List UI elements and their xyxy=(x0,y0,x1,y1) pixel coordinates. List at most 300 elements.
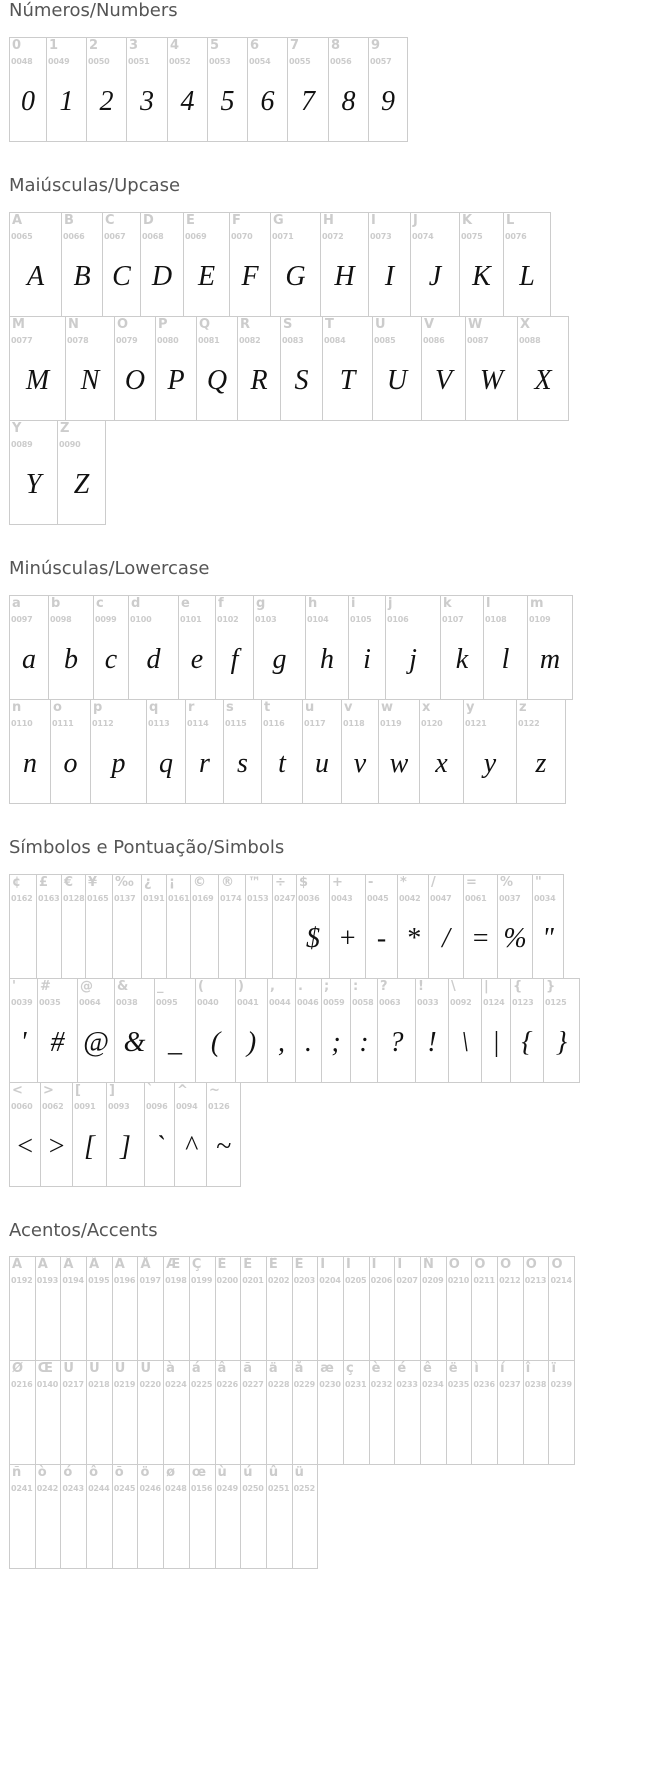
cell-character: ? xyxy=(380,979,388,994)
cell-code: 0087 xyxy=(467,336,489,345)
glyph-cell xyxy=(141,874,167,979)
cell-character: ò xyxy=(37,1465,47,1480)
cell-glyph-preview: ? xyxy=(389,1027,404,1058)
cell-glyph-preview: Y xyxy=(25,469,42,500)
cell-glyph-preview: S xyxy=(294,365,309,396)
cell-glyph-preview: B xyxy=(73,261,91,292)
cell-code: 0206 xyxy=(370,1276,393,1285)
glyph-cell xyxy=(305,595,349,700)
cell-character: $ xyxy=(299,875,309,890)
cell-code: 0054 xyxy=(249,57,271,66)
cell-character: , xyxy=(270,979,275,994)
cell-character: 8 xyxy=(331,38,341,53)
glyph-cell xyxy=(341,699,379,804)
cell-code: 0103 xyxy=(255,615,277,624)
cell-character: € xyxy=(64,875,74,890)
cell-glyph-preview: ( xyxy=(210,1027,221,1058)
cell-code: 0093 xyxy=(108,1102,130,1111)
cell-character: Ï xyxy=(397,1257,403,1272)
cell-code: 0040 xyxy=(197,998,219,1007)
cell-code: 0124 xyxy=(483,998,505,1007)
cell-character: í xyxy=(500,1361,505,1376)
cell-glyph-preview: ; xyxy=(331,1027,341,1058)
cell-code: 0242 xyxy=(36,1484,59,1493)
glyph-cell xyxy=(385,595,441,700)
cell-glyph-preview: t xyxy=(278,748,286,779)
cell-code: 0092 xyxy=(450,998,472,1007)
cell-code: 0053 xyxy=(209,57,231,66)
glyph-row xyxy=(9,978,579,1082)
section-title: Acentos/Accents xyxy=(9,1220,158,1241)
cell-glyph-preview: f xyxy=(230,644,239,675)
glyph-cell xyxy=(90,699,147,804)
cell-code: 0122 xyxy=(518,719,540,728)
glyph-cell xyxy=(112,1360,139,1465)
glyph-cell xyxy=(532,874,564,979)
cell-character: ¥ xyxy=(88,875,98,890)
glyph-cell xyxy=(440,595,484,700)
cell-code: 0070 xyxy=(231,232,253,241)
cell-character: W xyxy=(468,317,483,332)
cell-character: ù xyxy=(217,1465,227,1480)
cell-code: 0211 xyxy=(473,1276,495,1285)
glyph-cell xyxy=(215,595,254,700)
cell-character: õ xyxy=(114,1465,124,1480)
cell-code: 0113 xyxy=(148,719,170,728)
cell-character: 5 xyxy=(210,38,220,53)
cell-character: U xyxy=(375,317,386,332)
cell-code: 0082 xyxy=(239,336,261,345)
cell-glyph-preview: c xyxy=(104,644,118,675)
cell-character: ^ xyxy=(177,1083,188,1098)
cell-code: 0196 xyxy=(113,1276,136,1285)
glyph-cell xyxy=(463,874,498,979)
cell-code: 0052 xyxy=(169,57,191,66)
cell-glyph-preview: / xyxy=(442,923,450,954)
cell-code: 0251 xyxy=(267,1484,290,1493)
cell-character: j xyxy=(388,596,393,611)
glyph-row xyxy=(9,1360,574,1464)
glyph-cell xyxy=(481,978,511,1083)
glyph-cell xyxy=(61,874,86,979)
glyph-cell xyxy=(9,1082,41,1187)
cell-code: 0048 xyxy=(11,57,33,66)
cell-glyph-preview: q xyxy=(159,748,173,779)
cell-code: 0035 xyxy=(39,998,61,1007)
cell-character: . xyxy=(298,979,303,994)
cell-character: [ xyxy=(75,1083,81,1098)
cell-character: Ä xyxy=(114,1257,125,1272)
glyph-cell xyxy=(154,978,196,1083)
glyph-cell xyxy=(9,420,58,525)
glyph-cell xyxy=(195,978,236,1083)
glyph-cell xyxy=(287,37,329,142)
glyph-cell xyxy=(215,1360,242,1465)
glyph-cell xyxy=(497,1360,524,1465)
glyph-cell xyxy=(394,1360,421,1465)
cell-character: g xyxy=(256,596,266,611)
cell-code: 0209 xyxy=(422,1276,444,1285)
glyph-cell xyxy=(40,1082,73,1187)
glyph-cell xyxy=(448,978,482,1083)
glyph-cell xyxy=(415,978,449,1083)
cell-character: R xyxy=(240,317,251,332)
glyph-grid xyxy=(9,874,579,1186)
cell-glyph-preview: O xyxy=(124,365,146,396)
cell-code: 0153 xyxy=(247,894,269,903)
cell-code: 0115 xyxy=(225,719,247,728)
cell-code: 0192 xyxy=(11,1276,33,1285)
glyph-row xyxy=(9,874,579,978)
cell-code: 0128 xyxy=(63,894,85,903)
cell-code: 0067 xyxy=(104,232,126,241)
cell-code: 0062 xyxy=(42,1102,64,1111)
cell-character: Ó xyxy=(474,1257,486,1272)
cell-glyph-preview: V xyxy=(434,365,453,396)
glyph-cell xyxy=(368,37,408,142)
cell-code: 0106 xyxy=(387,615,409,624)
cell-character: ™ xyxy=(248,875,261,890)
cell-code: 0090 xyxy=(59,440,81,449)
cell-glyph-preview: L xyxy=(519,261,535,292)
cell-character: N xyxy=(68,317,79,332)
glyph-cell xyxy=(266,1256,293,1361)
cell-glyph-preview: 3 xyxy=(140,86,154,117)
cell-glyph-preview: R xyxy=(250,365,268,396)
cell-code: 0237 xyxy=(499,1380,521,1389)
glyph-cell xyxy=(207,37,248,142)
cell-character: 1 xyxy=(49,38,59,53)
cell-character: " xyxy=(535,875,542,890)
glyph-row xyxy=(9,420,568,524)
cell-character: Û xyxy=(114,1361,126,1376)
cell-glyph-preview: N xyxy=(80,365,100,396)
cell-code: 0137 xyxy=(114,894,136,903)
cell-character: & xyxy=(117,979,129,994)
glyph-cell xyxy=(378,699,420,804)
glyph-cell xyxy=(548,1256,575,1361)
cell-glyph-preview: 1 xyxy=(59,86,74,117)
cell-character: Œ xyxy=(37,1361,53,1376)
glyph-row xyxy=(9,37,407,141)
cell-glyph-preview: Q xyxy=(206,365,228,396)
cell-code: 0051 xyxy=(128,57,150,66)
cell-code: 0119 xyxy=(380,719,402,728)
cell-glyph-preview: ~ xyxy=(215,1131,232,1162)
glyph-cell xyxy=(321,978,351,1083)
cell-character: Å xyxy=(140,1257,151,1272)
glyph-cell xyxy=(320,212,369,317)
cell-code: 0200 xyxy=(216,1276,238,1285)
cell-glyph-preview: 7 xyxy=(301,86,315,117)
cell-code: 0100 xyxy=(130,615,152,624)
cell-glyph-preview: [ xyxy=(84,1131,95,1162)
cell-code: 0140 xyxy=(36,1380,59,1389)
cell-code: 0084 xyxy=(324,336,346,345)
glyph-cell xyxy=(57,420,106,525)
cell-code: 0046 xyxy=(297,998,319,1007)
glyph-cell xyxy=(60,1464,87,1569)
cell-code: 0228 xyxy=(267,1380,290,1389)
cell-character: Ê xyxy=(268,1257,278,1272)
cell-code: 0111 xyxy=(52,719,74,728)
cell-glyph-preview: e xyxy=(190,644,204,675)
cell-glyph-preview: a xyxy=(22,644,36,675)
cell-code: 0038 xyxy=(116,998,138,1007)
cell-code: 0045 xyxy=(367,894,389,903)
cell-glyph-preview: g xyxy=(272,644,287,675)
cell-glyph-preview: D xyxy=(151,261,173,292)
cell-code: 0107 xyxy=(442,615,464,624)
cell-code: 0243 xyxy=(62,1484,84,1493)
cell-glyph-preview: F xyxy=(241,261,259,292)
cell-character: ` xyxy=(147,1083,154,1098)
glyph-cell xyxy=(343,1360,370,1465)
cell-code: 0205 xyxy=(344,1276,367,1285)
glyph-cell xyxy=(229,212,271,317)
cell-code: 0123 xyxy=(512,998,534,1007)
cell-code: 0042 xyxy=(399,894,421,903)
cell-character: / xyxy=(431,875,436,890)
cell-glyph-preview: X xyxy=(534,365,552,396)
glyph-cell xyxy=(9,595,49,700)
cell-code: 0078 xyxy=(67,336,89,345)
glyph-cell xyxy=(247,37,288,142)
cell-code: 0162 xyxy=(11,894,33,903)
cell-code: 0094 xyxy=(176,1102,198,1111)
cell-character: S xyxy=(283,317,293,332)
cell-code: 0037 xyxy=(499,894,521,903)
glyph-cell xyxy=(270,212,321,317)
glyph-cell xyxy=(112,1464,139,1569)
glyph-cell xyxy=(350,978,378,1083)
glyph-cell xyxy=(114,316,156,421)
cell-glyph-preview: A xyxy=(26,261,45,292)
glyph-cell xyxy=(114,978,155,1083)
glyph-cell xyxy=(86,1464,113,1569)
cell-code: 0043 xyxy=(331,894,353,903)
glyph-cell xyxy=(189,1360,216,1465)
cell-code: 0074 xyxy=(412,232,434,241)
glyph-cell xyxy=(155,316,197,421)
cell-code: 0114 xyxy=(187,719,209,728)
cell-character: l xyxy=(486,596,491,611)
cell-code: 0238 xyxy=(524,1380,547,1389)
cell-character: M xyxy=(12,317,25,332)
cell-glyph-preview: * xyxy=(406,923,420,954)
cell-code: 0217 xyxy=(62,1380,84,1389)
cell-code: 0120 xyxy=(421,719,443,728)
cell-character: ñ xyxy=(12,1465,22,1480)
cell-code: 0034 xyxy=(534,894,556,903)
cell-glyph-preview: . xyxy=(305,1027,312,1058)
cell-code: 0236 xyxy=(473,1380,495,1389)
cell-character: w xyxy=(381,700,394,715)
cell-glyph-preview: @ xyxy=(83,1027,109,1058)
cell-character: ã xyxy=(243,1361,252,1376)
cell-glyph-preview: s xyxy=(237,748,248,779)
cell-character: b xyxy=(51,596,61,611)
cell-glyph-preview: < xyxy=(15,1131,35,1162)
glyph-cell xyxy=(240,1360,267,1465)
glyph-cell xyxy=(465,316,518,421)
cell-character: £ xyxy=(39,875,49,890)
cell-character: y xyxy=(466,700,475,715)
cell-character: ä xyxy=(268,1361,278,1376)
glyph-cell xyxy=(102,212,141,317)
cell-code: 0108 xyxy=(485,615,507,624)
section-title: Maiúsculas/Upcase xyxy=(9,175,181,196)
cell-glyph-preview: K xyxy=(472,261,491,292)
glyph-cell xyxy=(174,1082,207,1187)
glyph-cell xyxy=(272,874,297,979)
cell-glyph-preview: > xyxy=(47,1131,66,1162)
cell-glyph-preview: b xyxy=(64,644,78,675)
cell-character: ï xyxy=(551,1361,556,1376)
cell-character: D xyxy=(143,213,154,228)
glyph-row xyxy=(9,1464,574,1568)
cell-character: : xyxy=(353,979,359,994)
cell-code: 0224 xyxy=(165,1380,187,1389)
cell-code: 0085 xyxy=(374,336,396,345)
cell-code: 0213 xyxy=(524,1276,547,1285)
cell-code: 0227 xyxy=(242,1380,264,1389)
cell-character: J xyxy=(413,213,418,228)
cell-character: K xyxy=(462,213,473,228)
cell-code: 0229 xyxy=(293,1380,316,1389)
cell-code: 0109 xyxy=(529,615,551,624)
glyph-cell xyxy=(261,699,303,804)
cell-code: 0241 xyxy=(11,1484,33,1493)
cell-character: Í xyxy=(345,1257,351,1272)
cell-character: ‰ xyxy=(115,875,134,890)
glyph-cell xyxy=(9,37,47,142)
cell-character: h xyxy=(308,596,318,611)
cell-code: 0055 xyxy=(289,57,311,66)
glyph-cell xyxy=(245,874,273,979)
cell-code: 0195 xyxy=(88,1276,110,1285)
cell-character: Ü xyxy=(140,1361,151,1376)
cell-code: 0065 xyxy=(11,232,33,241)
cell-code: 0203 xyxy=(293,1276,316,1285)
cell-code: 0041 xyxy=(237,998,259,1007)
cell-code: 0117 xyxy=(304,719,326,728)
cell-glyph-preview: ' xyxy=(20,1027,27,1058)
glyph-cell xyxy=(317,1360,344,1465)
glyph-cell xyxy=(206,1082,241,1187)
glyph-cell xyxy=(317,1256,344,1361)
cell-character: á xyxy=(191,1361,201,1376)
cell-character: t xyxy=(264,700,271,715)
cell-code: 0059 xyxy=(323,998,345,1007)
cell-glyph-preview: n xyxy=(23,748,37,779)
cell-code: 0080 xyxy=(157,336,179,345)
cell-character: > xyxy=(43,1083,54,1098)
cell-character: L xyxy=(506,213,515,228)
glyph-cell xyxy=(240,1464,267,1569)
cell-character: 4 xyxy=(170,38,180,53)
cell-character: 6 xyxy=(250,38,260,53)
glyph-cell xyxy=(9,699,51,804)
cell-code: 0097 xyxy=(11,615,33,624)
section-title: Símbolos e Pontuação/Simbols xyxy=(9,837,285,858)
cell-code: 0232 xyxy=(370,1380,393,1389)
glyph-cell xyxy=(348,595,386,700)
glyph-cell xyxy=(144,1082,175,1187)
cell-character: ® xyxy=(221,875,234,890)
cell-character: V xyxy=(424,317,435,332)
glyph-cell xyxy=(292,1464,319,1569)
cell-character: à xyxy=(166,1361,175,1376)
glyph-cell xyxy=(368,212,411,317)
glyph-cell xyxy=(46,37,87,142)
cell-character: ó xyxy=(63,1465,73,1480)
cell-code: 0199 xyxy=(190,1276,213,1285)
glyph-cell xyxy=(86,1360,113,1465)
cell-character: @ xyxy=(80,979,93,994)
glyph-cell xyxy=(543,978,580,1083)
cell-code: 0212 xyxy=(499,1276,521,1285)
cell-glyph-preview: 9 xyxy=(381,86,395,117)
section-title: Minúsculas/Lowercase xyxy=(9,558,210,579)
glyph-cell xyxy=(215,1464,242,1569)
cell-character: È xyxy=(217,1257,227,1272)
cell-code: 0191 xyxy=(143,894,165,903)
cell-character: ö xyxy=(140,1465,150,1480)
cell-character: é xyxy=(397,1361,407,1376)
cell-code: 0104 xyxy=(307,615,329,624)
cell-character: Ø xyxy=(12,1361,24,1376)
glyph-cell xyxy=(343,1256,370,1361)
glyph-cell xyxy=(60,1360,87,1465)
glyph-cell xyxy=(166,874,191,979)
cell-code: 0125 xyxy=(545,998,567,1007)
cell-code: 0075 xyxy=(461,232,483,241)
cell-code: 0234 xyxy=(422,1380,444,1389)
cell-character: â xyxy=(217,1361,227,1376)
cell-character: ; xyxy=(324,979,330,994)
cell-glyph-preview: u xyxy=(315,748,329,779)
cell-code: 0230 xyxy=(319,1380,341,1389)
cell-glyph-preview: % xyxy=(503,923,527,954)
cell-glyph-preview: v xyxy=(353,748,367,779)
cell-glyph-preview: J xyxy=(428,261,442,292)
cell-code: 0064 xyxy=(79,998,101,1007)
cell-character: À xyxy=(12,1257,23,1272)
glyph-cell xyxy=(410,212,460,317)
cell-character: ô xyxy=(89,1465,98,1480)
cell-code: 0244 xyxy=(88,1484,110,1493)
cell-code: 0165 xyxy=(87,894,109,903)
cell-character: Ù xyxy=(63,1361,74,1376)
cell-character: ¢ xyxy=(12,875,22,890)
cell-character: x xyxy=(422,700,431,715)
cell-glyph-preview: \ xyxy=(461,1027,469,1058)
glyph-cell xyxy=(60,1256,87,1361)
cell-character: ) xyxy=(238,979,244,994)
glyph-cell xyxy=(146,699,186,804)
glyph-cell xyxy=(65,316,115,421)
glyph-cell xyxy=(93,595,129,700)
cell-code: 0201 xyxy=(242,1276,264,1285)
glyph-cell xyxy=(218,874,246,979)
cell-character: n xyxy=(12,700,22,715)
cell-code: 0060 xyxy=(11,1102,33,1111)
cell-code: 0225 xyxy=(190,1380,213,1389)
cell-character: ì xyxy=(474,1361,479,1376)
cell-code: 0068 xyxy=(142,232,164,241)
cell-glyph-preview: M xyxy=(25,365,50,396)
